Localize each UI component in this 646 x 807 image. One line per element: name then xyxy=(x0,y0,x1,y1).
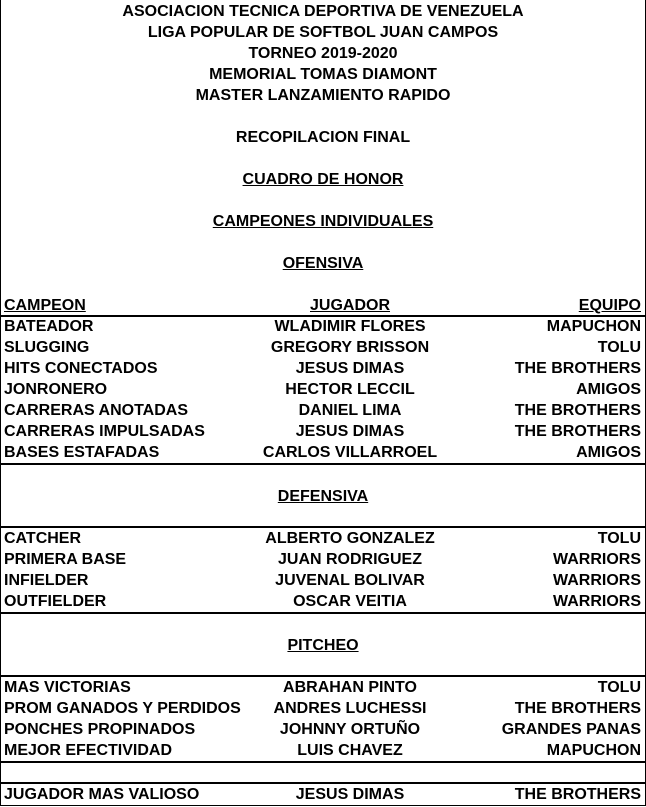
team-cell: THE BROTHERS xyxy=(514,423,641,440)
table-row xyxy=(0,698,646,719)
campeones-title: CAMPEONES INDIVIDUALES xyxy=(212,213,434,230)
player-cell: JUVENAL BOLIVAR xyxy=(275,572,425,589)
player-cell: OSCAR VEITIA xyxy=(293,593,407,610)
column-header-row xyxy=(0,295,646,316)
col-equipo: EQUIPO xyxy=(578,297,641,314)
category-cell: OUTFIELDER xyxy=(4,593,107,610)
table-row xyxy=(0,442,646,463)
association-title: ASOCIACION TECNICA DEPORTIVA DE VENEZUELA xyxy=(122,3,524,20)
team-cell: WARRIORS xyxy=(553,572,641,589)
tournament-title: TORNEO 2019-2020 xyxy=(248,45,398,62)
table-row xyxy=(0,358,646,379)
col-jugador: JUGADOR xyxy=(309,297,391,314)
divider xyxy=(0,761,646,763)
team-cell: WARRIORS xyxy=(553,551,641,568)
category-cell: SLUGGING xyxy=(4,339,90,356)
team-cell: THE BROTHERS xyxy=(514,360,641,377)
category-cell: HITS CONECTADOS xyxy=(4,360,158,377)
player-cell: JESUS DIMAS xyxy=(295,786,405,803)
team-cell: AMIGOS xyxy=(576,444,641,461)
table-row xyxy=(0,337,646,358)
category-cell: JONRONERO xyxy=(4,381,108,398)
category-cell: CARRERAS IMPULSADAS xyxy=(4,423,205,440)
team-cell: TOLU xyxy=(597,530,641,547)
category-cell: CARRERAS ANOTADAS xyxy=(4,402,188,419)
pitcheo-title: PITCHEO xyxy=(287,637,359,654)
player-cell: CARLOS VILLARROEL xyxy=(262,444,438,461)
player-cell: ABRAHAN PINTO xyxy=(283,679,417,696)
team-cell: MAPUCHON xyxy=(546,318,641,335)
table-row xyxy=(0,719,646,740)
recopilacion-title: RECOPILACION FINAL xyxy=(235,129,411,146)
table-row xyxy=(0,570,646,591)
table-row xyxy=(0,528,646,549)
league-title: LIGA POPULAR DE SOFTBOL JUAN CAMPOS xyxy=(147,24,499,41)
player-cell: JESUS DIMAS xyxy=(295,423,405,440)
table-row xyxy=(0,677,646,698)
cuadro-honor-title: CUADRO DE HONOR xyxy=(242,171,404,188)
table-row xyxy=(0,316,646,337)
table-row xyxy=(0,591,646,612)
team-cell: GRANDES PANAS xyxy=(501,721,641,738)
team-cell: AMIGOS xyxy=(576,381,641,398)
table-row xyxy=(0,379,646,400)
category-cell: INFIELDER xyxy=(4,572,89,589)
player-cell: DANIEL LIMA xyxy=(298,402,402,419)
player-cell: JUAN RODRIGUEZ xyxy=(277,551,423,568)
table-row xyxy=(0,549,646,570)
category-title: MASTER LANZAMIENTO RAPIDO xyxy=(195,87,451,104)
table-row xyxy=(0,400,646,421)
memorial-title: MEMORIAL TOMAS DIAMONT xyxy=(209,66,437,83)
category-cell: MAS VICTORIAS xyxy=(4,679,131,696)
player-cell: ANDRES LUCHESSI xyxy=(273,700,427,717)
category-cell: BASES ESTAFADAS xyxy=(4,444,160,461)
team-cell: THE BROTHERS xyxy=(514,786,641,803)
divider xyxy=(0,612,646,614)
player-cell: JOHNNY ORTUÑO xyxy=(279,721,421,738)
team-cell: TOLU xyxy=(597,679,641,696)
category-cell: CATCHER xyxy=(4,530,82,547)
ofensiva-title: OFENSIVA xyxy=(282,255,364,272)
table-row xyxy=(0,421,646,442)
team-cell: MAPUCHON xyxy=(546,742,641,759)
category-cell: PRIMERA BASE xyxy=(4,551,127,568)
category-cell: PROM GANADOS Y PERDIDOS xyxy=(4,700,241,717)
player-cell: HECTOR LECCIL xyxy=(285,381,415,398)
team-cell: THE BROTHERS xyxy=(514,402,641,419)
category-cell: BATEADOR xyxy=(4,318,94,335)
divider xyxy=(0,463,646,465)
player-cell: ALBERTO GONZALEZ xyxy=(265,530,435,547)
mvp-row xyxy=(0,784,646,805)
team-cell: TOLU xyxy=(597,339,641,356)
category-cell: PONCHES PROPINADOS xyxy=(4,721,196,738)
col-campeon: CAMPEON xyxy=(4,297,86,314)
team-cell: WARRIORS xyxy=(553,593,641,610)
table-row xyxy=(0,740,646,761)
category-cell: JUGADOR MAS VALIOSO xyxy=(4,786,200,803)
team-cell: THE BROTHERS xyxy=(514,700,641,717)
player-cell: JESUS DIMAS xyxy=(295,360,405,377)
defensiva-title: DEFENSIVA xyxy=(277,488,369,505)
player-cell: WLADIMIR FLORES xyxy=(274,318,426,335)
player-cell: GREGORY BRISSON xyxy=(270,339,430,356)
category-cell: MEJOR EFECTIVIDAD xyxy=(4,742,173,759)
player-cell: LUIS CHAVEZ xyxy=(297,742,403,759)
